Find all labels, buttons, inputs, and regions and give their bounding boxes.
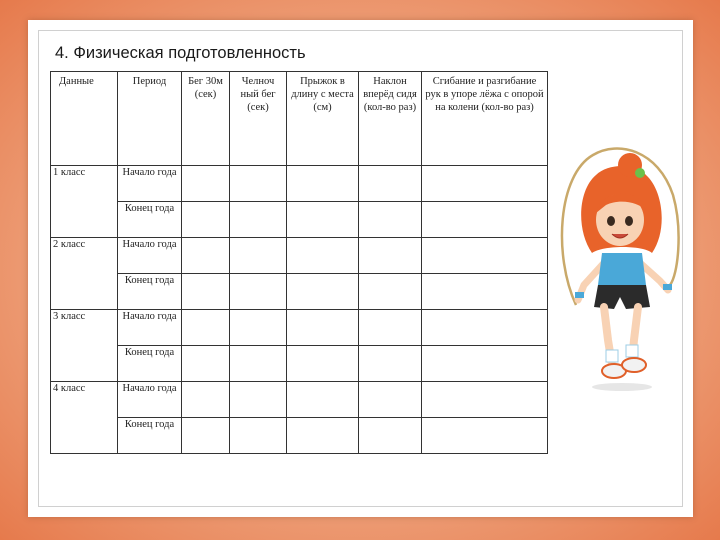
period-cell: Начало года xyxy=(118,310,182,346)
input-cell[interactable] xyxy=(422,382,548,418)
eye-right xyxy=(625,216,633,226)
period-cell: Конец года xyxy=(118,346,182,382)
input-cell[interactable] xyxy=(359,274,422,310)
period-cell: Конец года xyxy=(118,274,182,310)
input-cell[interactable] xyxy=(359,166,422,202)
sock-left xyxy=(606,350,618,362)
input-cell[interactable] xyxy=(422,202,548,238)
input-cell[interactable] xyxy=(182,274,230,310)
header-long-jump: Прыжок в длину с места (см) xyxy=(287,72,359,166)
table-row xyxy=(51,238,548,274)
period-cell: Начало года xyxy=(118,238,182,274)
table-row xyxy=(51,346,548,382)
grade-cell: 1 класс xyxy=(51,166,118,238)
input-cell[interactable] xyxy=(359,202,422,238)
period-cell: Начало года xyxy=(118,166,182,202)
input-cell[interactable] xyxy=(287,166,359,202)
input-cell[interactable] xyxy=(422,346,548,382)
table-row xyxy=(51,202,548,238)
page-title: 4. Физическая подготовленность xyxy=(55,44,306,62)
shirt xyxy=(598,253,646,285)
period-cell: Начало года xyxy=(118,382,182,418)
input-cell[interactable] xyxy=(287,418,359,454)
input-cell[interactable] xyxy=(422,310,548,346)
header-push-ups: Сгибание и разгибание рук в упоре лёжа с опорой на колени (кол-во раз) xyxy=(422,72,548,166)
shoe-right xyxy=(622,358,646,372)
eye-left xyxy=(607,216,615,226)
input-cell[interactable] xyxy=(287,238,359,274)
grade-cell: 2 класс xyxy=(51,238,118,310)
input-cell[interactable] xyxy=(359,310,422,346)
hair-bow xyxy=(635,168,645,178)
table-row xyxy=(51,310,548,346)
input-cell[interactable] xyxy=(230,382,287,418)
fitness-table xyxy=(50,71,548,454)
header-shuttle-run: Челноч ный бег (сек) xyxy=(230,72,287,166)
input-cell[interactable] xyxy=(287,310,359,346)
period-cell: Конец года xyxy=(118,202,182,238)
input-cell[interactable] xyxy=(182,418,230,454)
input-cell[interactable] xyxy=(287,382,359,418)
input-cell[interactable] xyxy=(359,346,422,382)
input-cell[interactable] xyxy=(182,382,230,418)
input-cell[interactable] xyxy=(422,238,548,274)
slide xyxy=(28,20,693,517)
input-cell[interactable] xyxy=(230,418,287,454)
input-cell[interactable] xyxy=(182,346,230,382)
header-run-30m: Бег 30м (сек) xyxy=(182,72,230,166)
header-period: Период xyxy=(118,72,182,166)
header-forward-bend: Наклон вперёд сидя (кол-во раз) xyxy=(359,72,422,166)
input-cell[interactable] xyxy=(287,202,359,238)
input-cell[interactable] xyxy=(422,418,548,454)
input-cell[interactable] xyxy=(422,274,548,310)
input-cell[interactable] xyxy=(230,202,287,238)
period-cell: Конец года xyxy=(118,418,182,454)
wristband-right xyxy=(663,284,672,290)
header-data: Данные xyxy=(51,72,118,166)
input-cell[interactable] xyxy=(359,382,422,418)
input-cell[interactable] xyxy=(182,166,230,202)
grade-cell: 3 класс xyxy=(51,310,118,382)
input-cell[interactable] xyxy=(422,166,548,202)
input-cell[interactable] xyxy=(230,238,287,274)
table-row xyxy=(51,382,548,418)
input-cell[interactable] xyxy=(182,202,230,238)
input-cell[interactable] xyxy=(230,274,287,310)
grade-cell: 4 класс xyxy=(51,382,118,454)
input-cell[interactable] xyxy=(182,310,230,346)
girl-jumping-rope-illustration xyxy=(548,135,688,395)
table-row xyxy=(51,418,548,454)
ground-shadow xyxy=(592,383,652,391)
input-cell[interactable] xyxy=(359,418,422,454)
table-row xyxy=(51,274,548,310)
input-cell[interactable] xyxy=(230,346,287,382)
input-cell[interactable] xyxy=(287,346,359,382)
input-cell[interactable] xyxy=(287,274,359,310)
sock-right xyxy=(626,345,638,357)
input-cell[interactable] xyxy=(230,166,287,202)
input-cell[interactable] xyxy=(230,310,287,346)
table-row xyxy=(51,166,548,202)
input-cell[interactable] xyxy=(359,238,422,274)
wristband-left xyxy=(575,292,584,298)
input-cell[interactable] xyxy=(182,238,230,274)
